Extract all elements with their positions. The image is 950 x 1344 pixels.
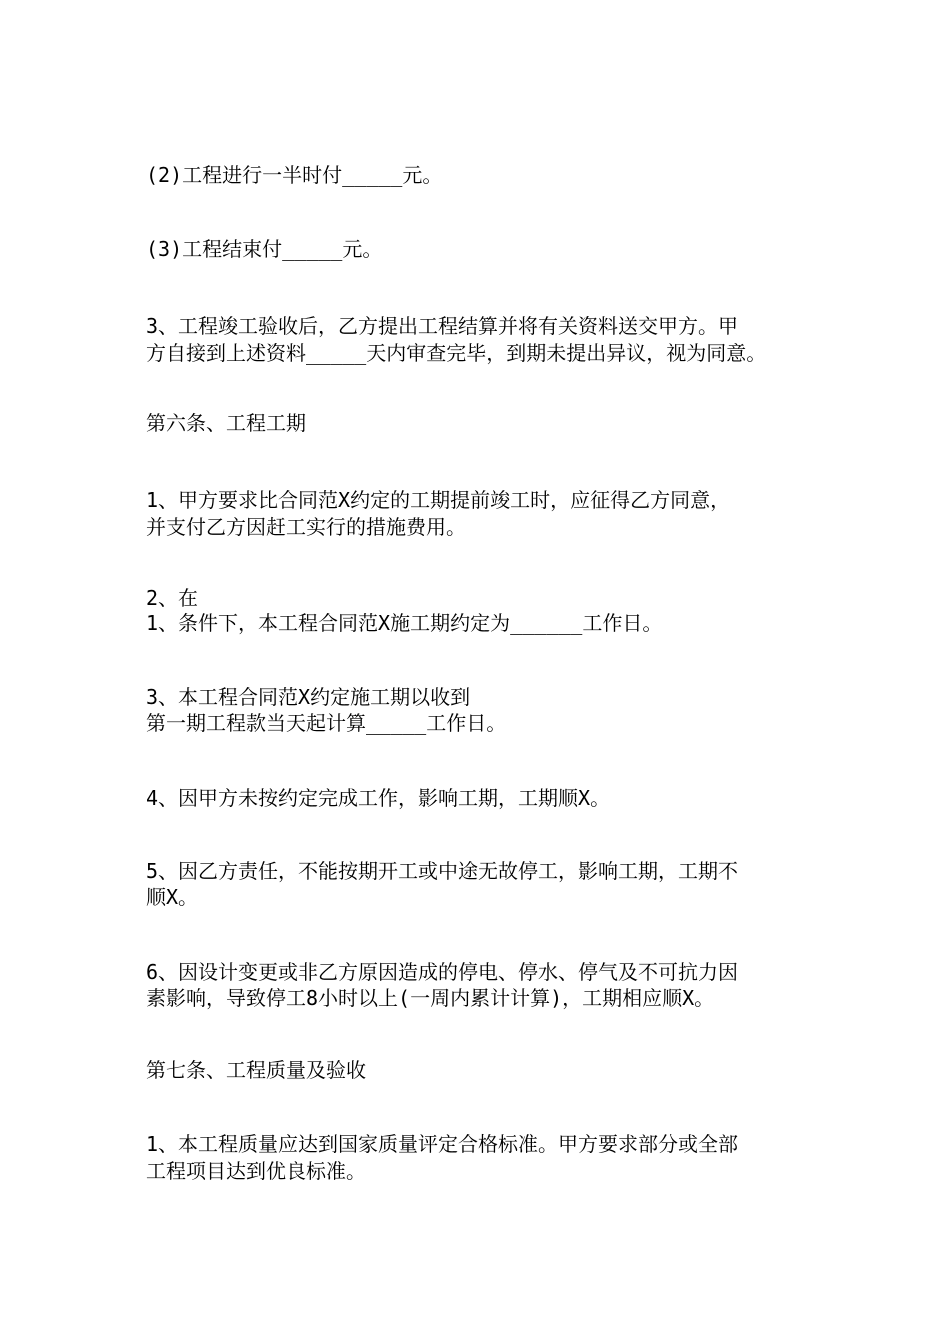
clause-6-2-line-1: 2、在	[146, 586, 199, 610]
clause-7-1-line-2: 工程项目达到优良标准。	[146, 1159, 366, 1183]
clause-6-5-line-2: 顺X。	[146, 885, 199, 909]
clause-6-2-line-2: 1、条件下，本工程合同范X施工期约定为______工作日。	[146, 611, 663, 635]
payment-final-line: (3)工程结束付_____元。	[146, 237, 383, 261]
settlement-line-2: 方自接到上述资料_____天内审查完毕，到期未提出异议，视为同意。	[146, 341, 767, 365]
clause-6-1-line-1: 1、甲方要求比合同范X约定的工期提前竣工时，应征得乙方同意，	[146, 488, 731, 512]
clause-6-6-line-2: 素影响，导致停工8小时以上(一周内累计计算)，工期相应顺X。	[146, 986, 715, 1010]
section-heading-article-6: 第六条、工程工期	[146, 411, 306, 435]
clause-7-1-line-1: 1、本工程质量应达到国家质量评定合格标准。甲方要求部分或全部	[146, 1132, 739, 1156]
settlement-line-1: 3、工程竣工验收后，乙方提出工程结算并将有关资料送交甲方。甲	[146, 314, 739, 338]
section-heading-article-7: 第七条、工程质量及验收	[146, 1058, 366, 1082]
clause-6-3-line-1: 3、本工程合同范X约定施工期以收到	[146, 685, 471, 709]
clause-6-6-line-1: 6、因设计变更或非乙方原因造成的停电、停水、停气及不可抗力因	[146, 960, 739, 984]
clause-6-5-line-1: 5、因乙方责任，不能按期开工或中途无故停工，影响工期，工期不	[146, 859, 739, 883]
clause-6-1-line-2: 并支付乙方因赶工实行的措施费用。	[146, 515, 466, 539]
clause-6-4-line: 4、因甲方未按约定完成工作，影响工期，工期顺X。	[146, 786, 611, 810]
clause-6-3-line-2: 第一期工程款当天起计算_____工作日。	[146, 711, 507, 735]
payment-half-line: (2)工程进行一半时付_____元。	[146, 163, 443, 187]
